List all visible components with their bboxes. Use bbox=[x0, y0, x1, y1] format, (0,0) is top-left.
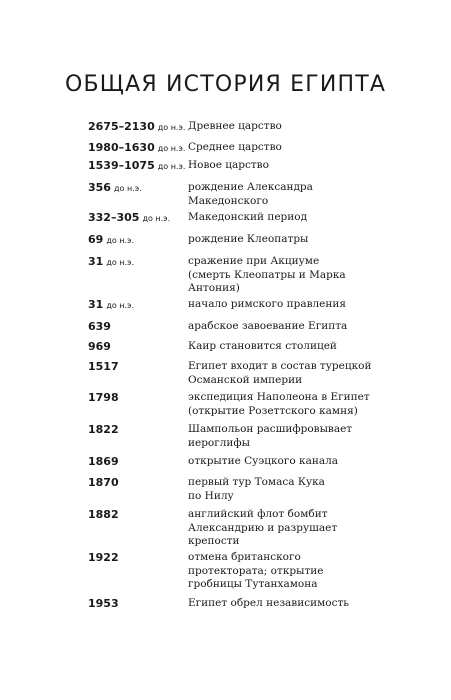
timeline-year: 1539–1075 bbox=[88, 159, 155, 172]
timeline-event bbox=[188, 320, 418, 334]
timeline-year: 332–305 bbox=[88, 211, 140, 224]
timeline-event-line: сражение при Акциуме bbox=[188, 255, 320, 267]
timeline-date bbox=[88, 298, 134, 313]
timeline-event-line: (смерть Клеопатры и Марка bbox=[188, 268, 346, 281]
timeline-event-line: протектората; открытие bbox=[188, 564, 324, 577]
timeline-year: 31 bbox=[88, 298, 104, 311]
timeline-era: до н.э. bbox=[106, 301, 134, 310]
timeline-event bbox=[188, 159, 418, 173]
timeline-event bbox=[188, 340, 418, 354]
timeline-event-line: Египет входит в состав турецкой bbox=[188, 360, 372, 372]
timeline-year: 1798 bbox=[88, 391, 119, 404]
timeline-date bbox=[88, 233, 134, 248]
timeline-event bbox=[188, 551, 418, 592]
timeline-year: 1980–1630 bbox=[88, 141, 155, 154]
timeline-event bbox=[188, 508, 418, 549]
timeline-year: 1882 bbox=[88, 508, 119, 521]
timeline-date bbox=[88, 597, 119, 611]
page-title: ОБЩАЯ ИСТОРИЯ ЕГИПТА bbox=[65, 72, 387, 97]
timeline-event bbox=[188, 141, 418, 155]
timeline-event-line: открытие Суэцкого канала bbox=[188, 455, 339, 467]
timeline-event-line: Каир становится столицей bbox=[188, 340, 337, 352]
timeline-year: 356 bbox=[88, 181, 111, 194]
timeline-era: до н.э. bbox=[113, 184, 142, 193]
timeline-event bbox=[188, 255, 418, 296]
timeline-era: до н.э. bbox=[157, 123, 186, 132]
timeline-date bbox=[88, 141, 185, 156]
timeline-event-line: Среднее царство bbox=[188, 141, 282, 153]
timeline-event-line: рождение Клеопатры bbox=[188, 233, 309, 245]
timeline-event bbox=[188, 298, 418, 312]
timeline-year: 1517 bbox=[88, 360, 119, 373]
timeline-event bbox=[188, 211, 418, 225]
timeline-event bbox=[188, 233, 418, 247]
timeline-date bbox=[88, 360, 119, 374]
timeline-date bbox=[88, 181, 142, 196]
timeline-event bbox=[188, 120, 418, 134]
timeline-event-line: рождение Александра bbox=[188, 181, 313, 193]
timeline-era: до н.э. bbox=[157, 144, 186, 153]
timeline-date bbox=[88, 551, 119, 565]
timeline-year: 1822 bbox=[88, 423, 119, 436]
timeline-event-line: арабское завоевание Египта bbox=[188, 320, 348, 332]
timeline-event-line: первый тур Томаса Кука bbox=[188, 476, 325, 488]
timeline-date bbox=[88, 159, 185, 174]
timeline-era: до н.э. bbox=[157, 162, 186, 171]
timeline-event bbox=[188, 423, 418, 450]
timeline-date bbox=[88, 255, 134, 270]
timeline-event bbox=[188, 391, 418, 418]
timeline-year: 1870 bbox=[88, 476, 119, 489]
timeline-date bbox=[88, 455, 119, 469]
timeline-event-line: Египет обрел независимость bbox=[188, 597, 349, 609]
timeline-event-line: гробницы Тутанхамона bbox=[188, 578, 318, 590]
timeline-date bbox=[88, 476, 119, 490]
timeline-year: 1922 bbox=[88, 551, 119, 564]
timeline-event bbox=[188, 597, 418, 611]
timeline-year: 1869 bbox=[88, 455, 119, 468]
timeline-year: 639 bbox=[88, 320, 111, 333]
timeline-date bbox=[88, 320, 111, 334]
timeline-era: до н.э. bbox=[142, 214, 171, 223]
timeline-date bbox=[88, 211, 170, 226]
timeline-date bbox=[88, 508, 119, 522]
timeline-date bbox=[88, 340, 111, 354]
timeline-era: до н.э. bbox=[106, 258, 134, 267]
timeline-event bbox=[188, 360, 418, 387]
timeline-event-line: (открытие Розеттского камня) bbox=[188, 404, 358, 417]
timeline-event bbox=[188, 476, 418, 503]
timeline-event-line: Новое царство bbox=[188, 159, 269, 171]
timeline-event-line: Македонского bbox=[188, 194, 269, 207]
timeline-year: 1953 bbox=[88, 597, 119, 610]
timeline-event-line: начало римского правления bbox=[188, 298, 346, 310]
timeline-year: 31 bbox=[88, 255, 104, 268]
timeline-year: 969 bbox=[88, 340, 111, 353]
timeline-year: 2675–2130 bbox=[88, 120, 155, 133]
timeline-event-line: Антония) bbox=[188, 282, 240, 294]
timeline-event-line: Шампольон расшифровывает bbox=[188, 423, 353, 435]
timeline-year: 69 bbox=[88, 233, 104, 246]
timeline-date bbox=[88, 423, 119, 437]
timeline-date bbox=[88, 120, 185, 135]
timeline-event-line: английский флот бомбит bbox=[188, 508, 328, 520]
timeline-event-line: Османской империи bbox=[188, 373, 303, 386]
timeline-event-line: Александрию и разрушает bbox=[188, 521, 338, 534]
timeline-date bbox=[88, 391, 119, 405]
timeline-event-line: Древнее царство bbox=[188, 120, 282, 132]
timeline-event-line: экспедиция Наполеона в Египет bbox=[188, 391, 370, 403]
timeline-era: до н.э. bbox=[106, 236, 134, 245]
timeline-event-line: Македонский период bbox=[188, 211, 308, 223]
timeline-event-line: иероглифы bbox=[188, 436, 251, 449]
timeline-event-line: отмена британского bbox=[188, 551, 301, 563]
timeline-event bbox=[188, 181, 418, 208]
timeline-event-line: по Нилу bbox=[188, 489, 234, 502]
timeline-event-line: крепости bbox=[188, 535, 240, 547]
timeline-event bbox=[188, 455, 418, 469]
